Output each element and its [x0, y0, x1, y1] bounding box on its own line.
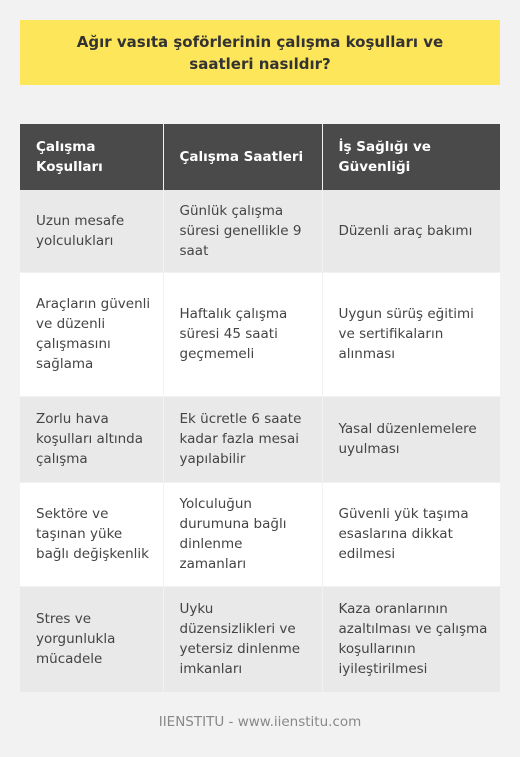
table-cell: Araçların güvenli ve düzenli çalışmasını sağlama [20, 272, 163, 396]
table-header-row [20, 124, 500, 190]
table-cell: Kaza oranlarının azaltılması ve çalışma koşullarının iyileştirilmesi [322, 586, 500, 692]
table-cell: Uyku düzensizlikleri ve yetersiz dinlenme imkanları [163, 586, 322, 692]
table-cell: Haftalık çalışma süresi 45 saati geçmemeli [163, 272, 322, 396]
header-working-conditions: Çalışma Koşulları [20, 124, 163, 190]
table-row [20, 272, 500, 396]
table-row [20, 586, 500, 692]
info-table [20, 124, 500, 693]
table-row [20, 190, 500, 272]
table-row [20, 482, 500, 586]
table-row [20, 396, 500, 482]
table-cell: Güvenli yük taşıma esaslarına dikkat edilmesi [322, 482, 500, 586]
header-health-safety: İş Sağlığı ve Güvenliği [322, 124, 500, 190]
table-cell: Uygun sürüş eğitimi ve sertifikaların alınması [322, 272, 500, 396]
table-cell: Yasal düzenlemelere uyulması [322, 396, 500, 482]
table-cell: Sektöre ve taşınan yüke bağlı değişkenlik [20, 482, 163, 586]
table-cell: Stres ve yorgunlukla mücadele [20, 586, 163, 692]
footer-credit: IIENSTITU - www.iienstitu.com [158, 714, 362, 730]
table-cell: Yolculuğun durumuna bağlı dinlenme zamanları [163, 482, 322, 586]
page-title: Ağır vasıta şoförlerinin çalışma koşulları ve saatleri nasıldır? [20, 20, 500, 85]
header-working-hours: Çalışma Saatleri [163, 124, 322, 190]
table-cell: Ek ücretle 6 saate kadar fazla mesai yapılabilir [163, 396, 322, 482]
table-cell: Uzun mesafe yolculukları [20, 190, 163, 272]
table-cell: Düzenli araç bakımı [322, 190, 500, 272]
table-cell: Günlük çalışma süresi genellikle 9 saat [163, 190, 322, 272]
table-cell: Zorlu hava koşulları altında çalışma [20, 396, 163, 482]
